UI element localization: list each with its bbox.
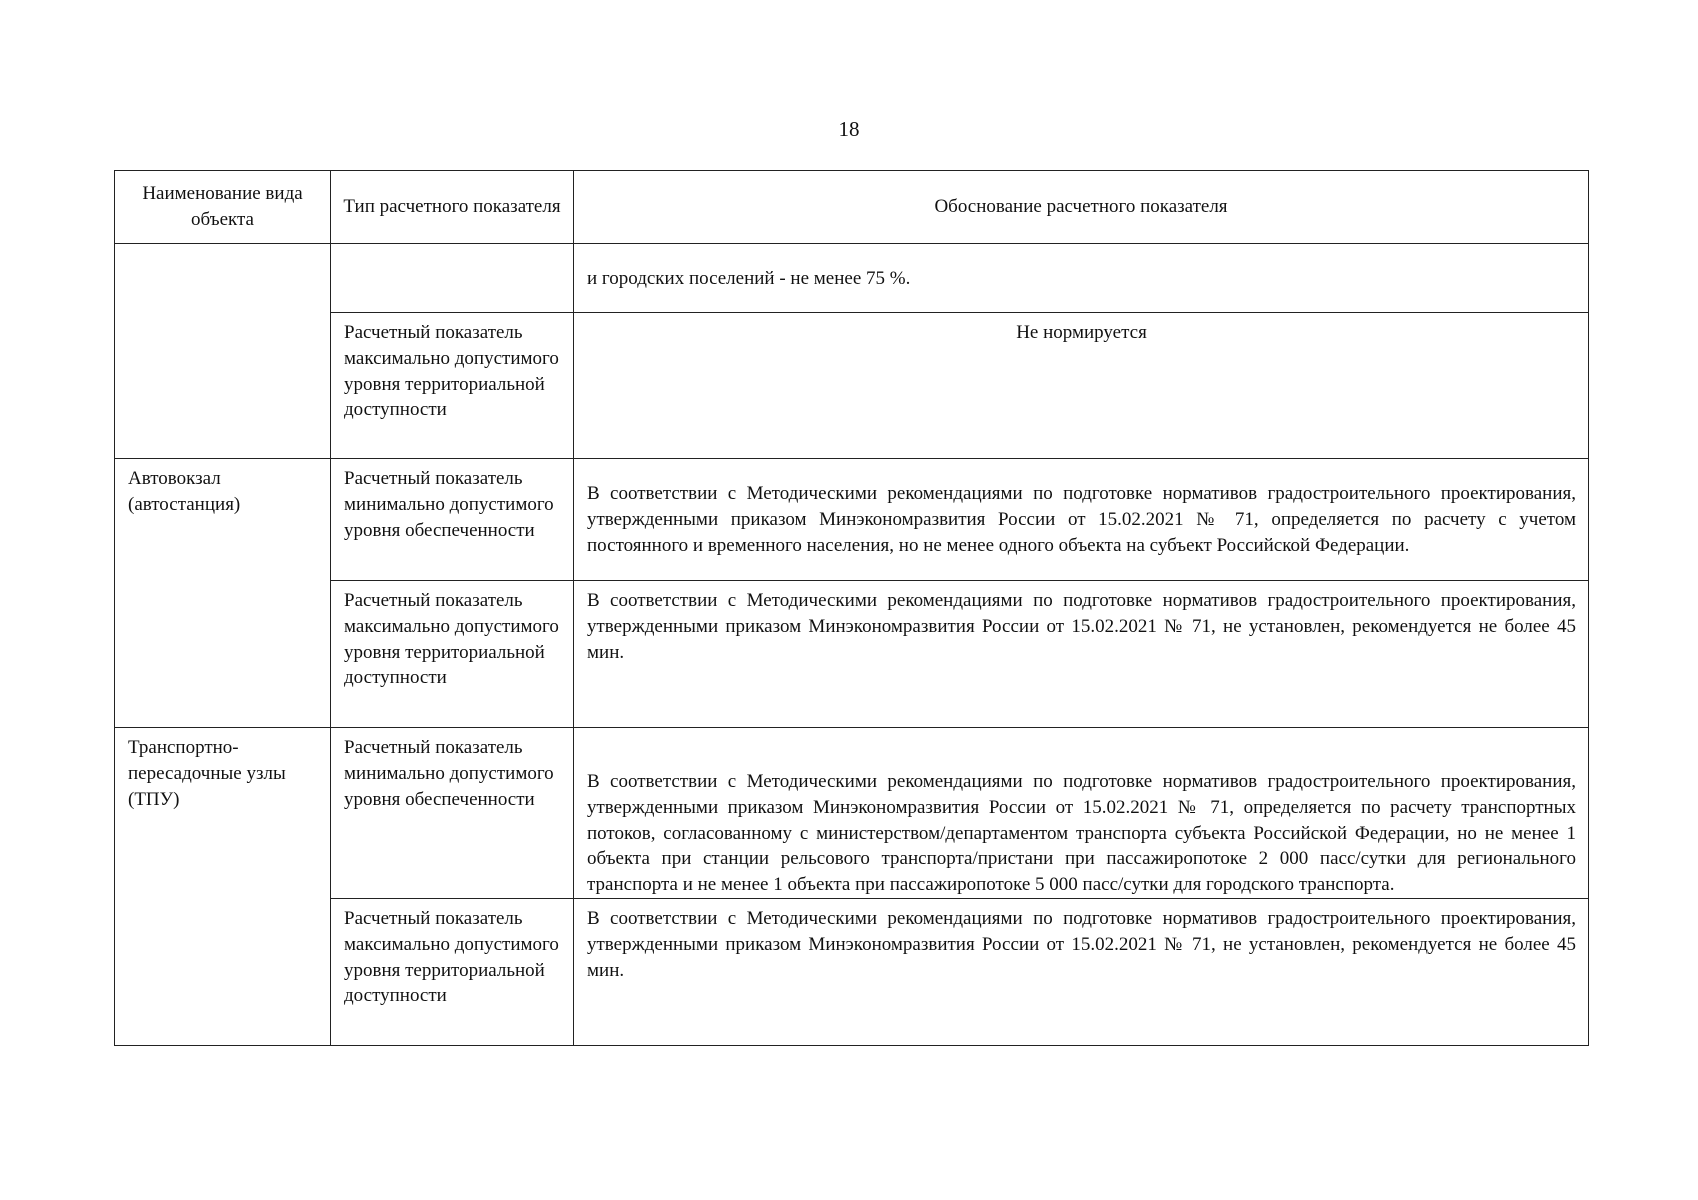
table-row	[115, 581, 1589, 728]
table-row	[115, 459, 1589, 581]
table-row	[115, 244, 1589, 313]
indicator-cell: Расчетный показатель максимально допустимого уровня территориальной доступности	[331, 899, 574, 1046]
table-row	[115, 899, 1589, 1046]
justification-cell: В соответствии с Методическими рекомендациями по подготовке нормативов градостроительного проектирования, утвержденными приказом Минэкономразвития России от 15.02.2021 № 71, не установлен, рекомендуется не более 45 мин.	[574, 581, 1589, 728]
object-cell-bus-station: Автовокзал (автостанция)	[115, 459, 331, 728]
page-number: 18	[838, 117, 860, 141]
header-indicator-type: Тип расчетного показателя	[331, 171, 574, 244]
indicator-cell	[331, 244, 574, 313]
indicator-cell: Расчетный показатель минимально допустимого уровня обеспеченности	[331, 459, 574, 581]
norms-table	[114, 170, 1589, 1046]
indicator-cell: Расчетный показатель максимально допустимого уровня территориальной доступности	[331, 581, 574, 728]
table-row	[115, 313, 1589, 459]
object-cell-transport-hubs: Транспортно-пересадочные узлы (ТПУ)	[115, 728, 331, 1046]
header-justification: Обоснование расчетного показателя	[574, 171, 1589, 244]
indicator-cell: Расчетный показатель максимально допустимого уровня территориальной доступности	[331, 313, 574, 459]
justification-cell: В соответствии с Методическими рекомендациями по подготовке нормативов градостроительного проектирования, утвержденными приказом Минэкономразвития России от 15.02.2021 № 71, определяется по расчету с учетом постоянного и временного населения, но не менее одного объекта на субъект Российской Федерации.	[574, 459, 1589, 581]
justification-cell: В соответствии с Методическими рекомендациями по подготовке нормативов градостроительного проектирования, утвержденными приказом Минэкономразвития России от 15.02.2021 № 71, не установлен, рекомендуется не более 45 мин.	[574, 899, 1589, 1046]
header-object-type: Наименование вида объекта	[115, 171, 331, 244]
table-row	[115, 728, 1589, 899]
indicator-cell: Расчетный показатель минимально допустимого уровня обеспеченности	[331, 728, 574, 899]
justification-cell: Не нормируется	[574, 313, 1589, 459]
object-cell-continued	[115, 244, 331, 459]
justification-cell: В соответствии с Методическими рекомендациями по подготовке нормативов градостроительного проектирования, утвержденными приказом Минэкономразвития России от 15.02.2021 № 71, определяется по расчету транспортных потоков, согласованному с министерством/департаментом транспорта субъекта Российской Федерации, но не менее 1 объекта при станции рельсового транспорта/пристани при пассажиропотоке 2 000 пасс/сутки для регионального транспорта и не менее 1 объекта при пассажиропотоке 5 000 пасс/сутки для городского транспорта.	[574, 728, 1589, 899]
justification-cell: и городских поселений - не менее 75 %.	[574, 244, 1589, 313]
table-header-row	[115, 171, 1589, 244]
